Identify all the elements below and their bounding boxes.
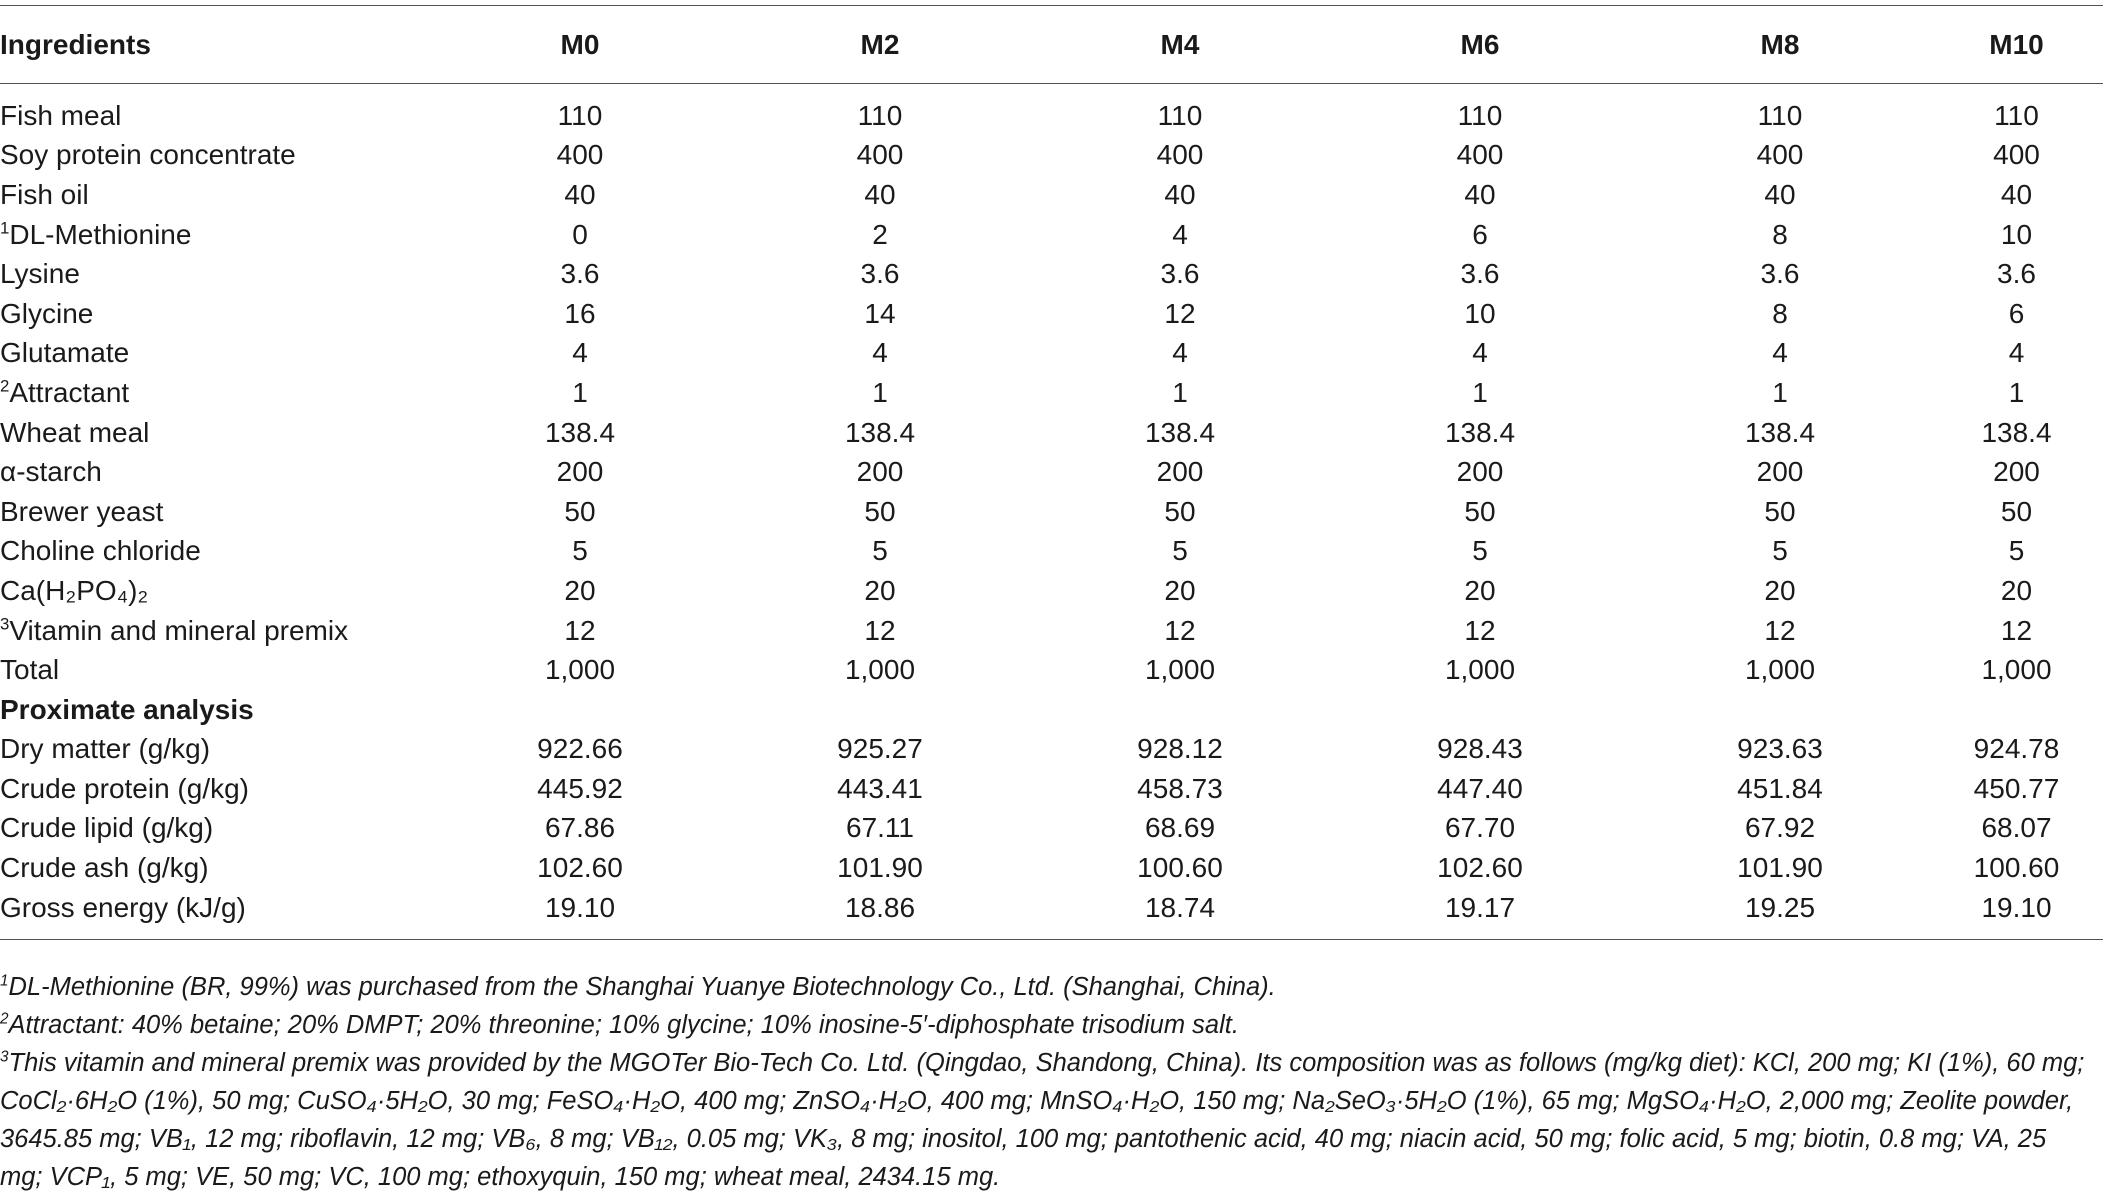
- table-cell: 40: [864, 178, 896, 210]
- table-cell: 40: [1164, 178, 1196, 210]
- table-cell: 928.12: [1137, 733, 1223, 765]
- table-row: [0, 215, 2103, 255]
- row-label: [0, 611, 430, 651]
- table-cell: 4: [1772, 337, 1788, 369]
- table-cell: 3.6: [1160, 258, 1200, 290]
- table-cell: 4: [1172, 337, 1188, 369]
- table-cell: 20: [864, 574, 896, 606]
- table-cell: 447.40: [1437, 772, 1523, 804]
- table-cell: 3.6: [1997, 258, 2036, 290]
- table-cell: 68.69: [1144, 812, 1216, 844]
- table-cell: 925.27: [837, 733, 923, 765]
- row-label: [0, 334, 430, 374]
- row-label-text: Glutamate: [0, 337, 130, 369]
- row-label: [0, 571, 430, 611]
- table-cell: 923.63: [1737, 733, 1823, 765]
- table-cell: 1: [1772, 376, 1788, 408]
- table-cell: 200: [1993, 456, 2040, 488]
- table-cell: 0: [572, 218, 588, 250]
- table-cell: 200: [1756, 456, 1804, 488]
- table-footnotes: [0, 968, 2090, 1196]
- table-cell: 18.86: [730, 888, 1030, 940]
- table-cell: 4: [2008, 337, 2025, 369]
- table-cell: 12: [1164, 614, 1196, 646]
- table-cell: 10: [2000, 218, 2033, 250]
- table-row: [0, 175, 2103, 215]
- table-cell: 5: [1772, 535, 1788, 567]
- column-header: M6: [1330, 6, 1630, 84]
- table-cell: 100.60: [1973, 852, 2060, 884]
- row-label: [0, 492, 430, 532]
- table-cell: 3.6: [1760, 258, 1800, 290]
- table-cell: 19.17: [1330, 888, 1630, 940]
- table-row: [0, 611, 2103, 651]
- footnote-marker: 3: [0, 614, 10, 634]
- table-cell: 40: [2000, 178, 2033, 210]
- table-cell: 4: [1172, 218, 1188, 250]
- table-cell: 101.90: [1737, 852, 1823, 884]
- table-cell: 400: [1456, 139, 1504, 171]
- row-label: [0, 294, 430, 334]
- table-cell: 20: [1764, 574, 1796, 606]
- table-cell: 110: [1457, 99, 1503, 131]
- table-cell: 67.92: [1744, 812, 1816, 844]
- table-cell: 400: [856, 139, 904, 171]
- table-cell: 40: [1764, 178, 1796, 210]
- table-cell: 110: [1994, 99, 2039, 131]
- row-label-text: DL-Methionine: [9, 218, 192, 250]
- row-label-text: Soy protein concentrate: [0, 139, 296, 171]
- table-cell: 443.41: [837, 772, 923, 804]
- table-cell: 8: [1772, 297, 1788, 329]
- table-cell: 400: [1756, 139, 1804, 171]
- row-label-text: Total: [0, 654, 60, 686]
- table-cell: 3.6: [1460, 258, 1500, 290]
- table-cell: 5: [572, 535, 588, 567]
- table-cell: 50: [1464, 495, 1496, 527]
- table-cell: 50: [1764, 495, 1796, 527]
- table-cell: 50: [564, 495, 596, 527]
- table-cell: 68.07: [1981, 812, 2052, 844]
- table-cell: 138.4: [1981, 416, 2052, 448]
- table-body: [0, 84, 2103, 940]
- table-cell: 924.78: [1973, 733, 2060, 765]
- table-cell: 50: [1164, 495, 1196, 527]
- table-cell: 400: [1993, 139, 2040, 171]
- table-cell: 138.4: [1444, 416, 1516, 448]
- table-cell: 4: [572, 337, 588, 369]
- table-cell: 101.90: [837, 852, 923, 884]
- table-cell: 400: [1156, 139, 1204, 171]
- table-row: [0, 571, 2103, 611]
- table-cell: 110: [1757, 99, 1803, 131]
- row-label: [0, 254, 430, 294]
- table-cell: 1: [1472, 376, 1488, 408]
- table-row: [0, 334, 2103, 374]
- table-cell: 12: [1464, 614, 1496, 646]
- table-cell: 928.43: [1437, 733, 1523, 765]
- table-cell: 450.77: [1973, 772, 2060, 804]
- footnote-text: This vitamin and mineral premix was provided by the MGOTer Bio-Tech Co. Ltd. (Qingdao, Shandong, China). Its composition was as follows (mg/kg diet): KCl, 200 mg; KI (1%), 60 mg; CoCl₂·6H₂O (1%), 50 mg; CuSO₄·5H₂O, 30 mg; FeSO₄·H₂O, 400 mg; ZnSO₄·H₂O, 400 mg; MnSO₄·H₂O, 150 mg; Na₂SeO₃·5H₂O (1%), 65 mg; MgSO₄·H₂O, 2,000 mg; Zeolite powder, 3645.85 mg; VB₁, 12 mg; riboflavin, 12 mg; VB₆, 8 mg; VB₁₂, 0.05 mg; VK₃, 8 mg; inositol, 100 mg; pantothenic acid, 40 mg; niacin acid, 50 mg; folic acid, 5 mg; biotin, 0.8 mg; VA, 25 mg; VCP₁, 5 mg; VE, 50 mg; VC, 100 mg; ethoxyquin, 150 mg; wheat meal, 2434.15 mg.: [0, 1049, 2085, 1191]
- footnote-text: Attractant: 40% betaine; 20% DMPT; 20% threonine; 10% glycine; 10% inosine-5′-diphosphate trisodium salt.: [8, 1011, 1239, 1039]
- table-cell: 12: [1764, 614, 1796, 646]
- table-row: [0, 769, 2103, 809]
- table-cell: 1,000: [1744, 654, 1816, 686]
- column-header: M4: [1030, 6, 1330, 84]
- table-cell: 12: [564, 614, 596, 646]
- table-row: [0, 730, 2103, 770]
- table-cell: 138.4: [844, 416, 916, 448]
- row-label-text: α-starch: [0, 456, 102, 488]
- column-header: Ingredients: [0, 6, 430, 84]
- table-row: [0, 650, 2103, 690]
- table-cell: 1: [1172, 376, 1188, 408]
- table-cell: 2: [872, 218, 888, 250]
- row-label: [0, 84, 430, 136]
- table-cell: 400: [556, 139, 604, 171]
- row-label-text: Attractant: [9, 376, 130, 408]
- table-cell: 10: [1464, 297, 1496, 329]
- table-cell: 18.74: [1030, 888, 1330, 940]
- column-header: M8: [1630, 6, 1930, 84]
- table-row: [0, 888, 2103, 940]
- table-cell: 922.66: [537, 733, 623, 765]
- table-cell: 1,000: [1144, 654, 1216, 686]
- row-label: [0, 650, 430, 690]
- table-cell: 4: [872, 337, 888, 369]
- table-cell: 3.6: [860, 258, 900, 290]
- table-cell: 19.10: [1930, 888, 2103, 940]
- table-row: [0, 532, 2103, 572]
- row-label-text: Dry matter (g/kg): [0, 733, 211, 765]
- table-cell: 67.11: [846, 812, 914, 844]
- table-row: [0, 848, 2103, 888]
- section-title: Proximate analysis: [0, 693, 254, 725]
- table-cell: 200: [1156, 456, 1204, 488]
- table-cell: 12: [2000, 614, 2033, 646]
- table-cell: 6: [2008, 297, 2025, 329]
- table-cell: 20: [1164, 574, 1196, 606]
- table-cell: 5: [1472, 535, 1488, 567]
- table-cell: 1,000: [544, 654, 616, 686]
- table-cell: 200: [856, 456, 904, 488]
- row-label-text: Glycine: [0, 297, 94, 329]
- footnote-marker: 2: [0, 1010, 9, 1028]
- table-cell: 110: [1157, 99, 1203, 131]
- table-row: [0, 84, 2103, 136]
- row-label-text: Brewer yeast: [0, 495, 164, 527]
- table-cell: 5: [2008, 535, 2025, 567]
- column-header: M10: [1930, 6, 2103, 84]
- row-label-text: Fish oil: [0, 178, 89, 210]
- column-header: M2: [730, 6, 1030, 84]
- table-cell: 445.92: [537, 772, 623, 804]
- column-header: M0: [430, 6, 730, 84]
- table-row: [0, 373, 2103, 413]
- table-cell: 12: [1164, 297, 1196, 329]
- row-label-text: Fish meal: [0, 99, 122, 131]
- table-cell: 1,000: [1981, 654, 2052, 686]
- table-cell: 1,000: [1444, 654, 1516, 686]
- table-row: [0, 254, 2103, 294]
- table-header-row: [0, 6, 2103, 84]
- footnote: [0, 1006, 2090, 1044]
- row-label: [0, 413, 430, 453]
- row-label: [0, 373, 430, 413]
- row-label-text: Ca(H₂PO₄)₂: [0, 574, 149, 606]
- table-cell: 20: [2000, 574, 2033, 606]
- row-label: [0, 452, 430, 492]
- table-cell: 100.60: [1137, 852, 1223, 884]
- row-label-text: Gross energy (kJ/g): [0, 891, 246, 923]
- table-cell: 200: [1456, 456, 1504, 488]
- row-label-text: Choline chloride: [0, 535, 201, 567]
- footnote-marker: 3: [0, 1048, 9, 1066]
- table-cell: 8: [1772, 218, 1788, 250]
- row-label-text: Lysine: [0, 258, 80, 290]
- footnote-text: DL-Methionine (BR, 99%) was purchased from the Shanghai Yuanye Biotechnology Co., Ltd. (Shanghai, China).: [8, 973, 1276, 1001]
- table-cell: 16: [564, 297, 596, 329]
- table-cell: 40: [1464, 178, 1496, 210]
- table-cell: 138.4: [1144, 416, 1216, 448]
- table-cell: 19.10: [430, 888, 730, 940]
- footnote: [0, 968, 2090, 1006]
- table-cell: 1: [872, 376, 888, 408]
- row-label-text: Crude protein (g/kg): [0, 772, 250, 804]
- footnote-marker: 1: [0, 972, 9, 990]
- table-cell: 5: [1172, 535, 1188, 567]
- row-label-text: Crude lipid (g/kg): [0, 812, 214, 844]
- table-cell: 5: [872, 535, 888, 567]
- table-cell: 138.4: [1744, 416, 1816, 448]
- table-cell: 6: [1472, 218, 1488, 250]
- table-cell: 1: [572, 376, 588, 408]
- row-label-text: Vitamin and mineral premix: [9, 614, 349, 646]
- table-cell: 102.60: [537, 852, 623, 884]
- row-label-text: Wheat meal: [0, 416, 150, 448]
- table-cell: 110: [857, 99, 903, 131]
- table-cell: 12: [864, 614, 896, 646]
- row-label: [0, 809, 430, 849]
- diet-formulation-table: [0, 5, 2103, 940]
- table-row: [0, 809, 2103, 849]
- table-cell: 14: [864, 297, 896, 329]
- table-cell: 20: [564, 574, 596, 606]
- row-label-text: Crude ash (g/kg): [0, 852, 209, 884]
- footnote-marker: 2: [0, 376, 10, 396]
- table-cell: 40: [564, 178, 596, 210]
- row-label: [0, 848, 430, 888]
- table-cell: 50: [2000, 495, 2033, 527]
- table-cell: 1: [2008, 376, 2025, 408]
- table-cell: 20: [1464, 574, 1496, 606]
- table-cell: 67.86: [544, 812, 616, 844]
- row-label: [0, 136, 430, 176]
- table-cell: 50: [864, 495, 896, 527]
- table-row: [0, 294, 2103, 334]
- row-label: [0, 532, 430, 572]
- footnote: [0, 1044, 2090, 1196]
- table-cell: 458.73: [1137, 772, 1223, 804]
- row-label: [0, 730, 430, 770]
- table-cell: 1,000: [844, 654, 916, 686]
- table-row: [0, 492, 2103, 532]
- table-row: [0, 136, 2103, 176]
- table-cell: 67.70: [1444, 812, 1516, 844]
- footnote-marker: 1: [0, 218, 10, 238]
- table-cell: 3.6: [560, 258, 600, 290]
- table-cell: 110: [557, 99, 603, 131]
- table-cell: 200: [556, 456, 604, 488]
- row-label: [0, 215, 430, 255]
- table-row: [0, 452, 2103, 492]
- table-cell: 102.60: [1437, 852, 1523, 884]
- table-row: [0, 413, 2103, 453]
- table-cell: 4: [1472, 337, 1488, 369]
- row-label: [0, 769, 430, 809]
- table-cell: 19.25: [1630, 888, 1930, 940]
- row-label: [0, 888, 430, 940]
- table-cell: 451.84: [1737, 772, 1823, 804]
- table-cell: 138.4: [544, 416, 616, 448]
- row-label: [0, 175, 430, 215]
- section-row: [0, 690, 2103, 730]
